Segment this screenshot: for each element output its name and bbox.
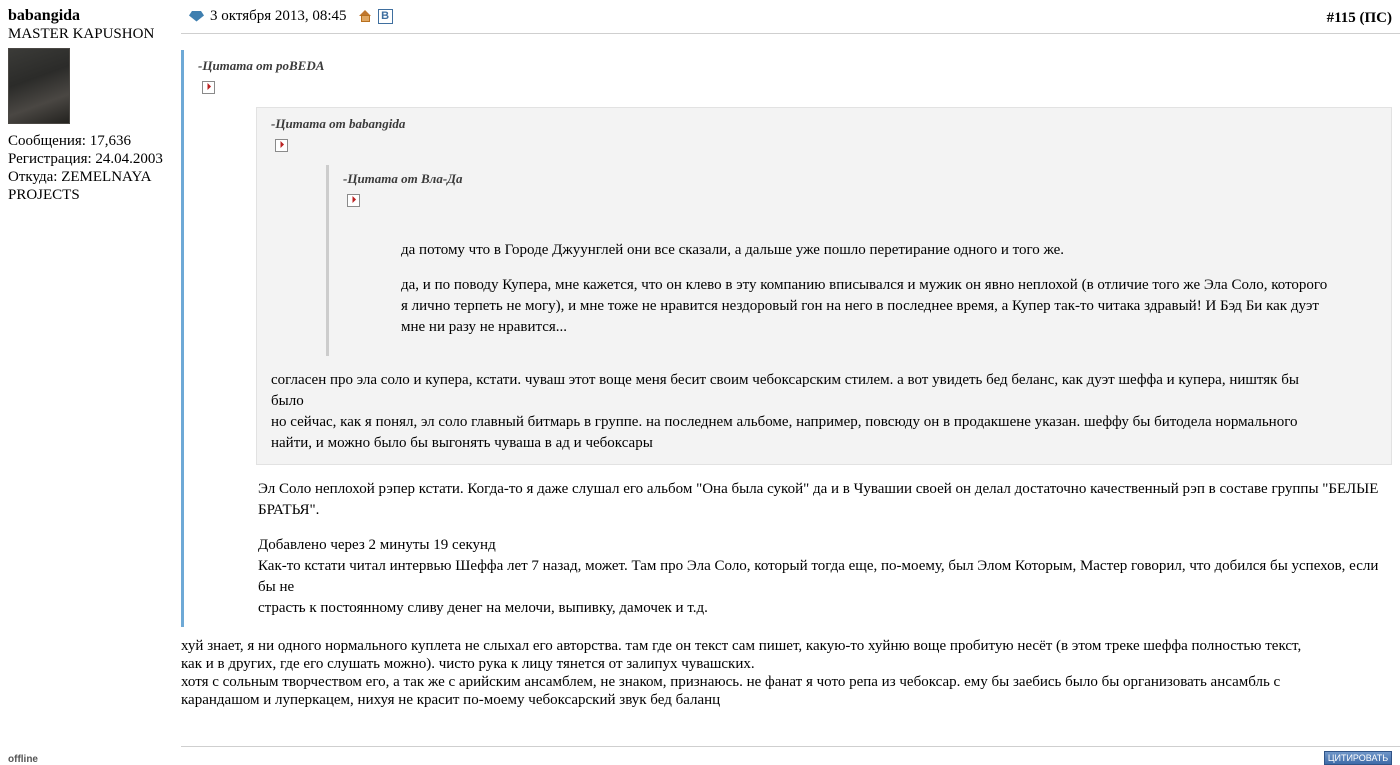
quote-level-2-line-3: но сейчас, как я понял, эл соло главный битмарь в группе. на последнем альбоме, например, повсюду он в продакшене указан. шеффу бы битодела нормального — [271, 414, 1298, 430]
quote-level-3-line-1: да потому что в Городе Джуунглей они все сказали, а дальше уже пошло перетирание одного и того же. — [401, 242, 1065, 258]
spacer — [271, 356, 1391, 370]
reply-line-3: хотя с сольным творчеством его, а так же с арийским ансамблем, не знаком, признаюсь. не фанат я чото репа из чебоксар. ему бы заебись было бы организовать ансамбль с — [181, 674, 1281, 690]
spacer — [198, 465, 1392, 479]
quote-level-2 — [256, 107, 1392, 465]
quote-level-3-line-2: да, и по поводу Купера, мне кажется, что он клево в эту компанию вписывался и мужик он явно неплохой (в отличие того же Эла Соло, которого — [401, 277, 1328, 293]
author-registration-date: Регистрация: 24.04.2003 — [8, 151, 163, 167]
quote-level-1-line-4: страсть к постоянному сливу денег на мелочи, выпивку, дамочек и т.д. — [258, 600, 708, 616]
quote-level-1-line-3: Как-то кстати читал интервью Шеффа лет 7 назад, может. Там про Эла Соло, который тогда еще, по-моему, был Элом Которым, Мастер говорил, что добился бы успехов, если бы не — [258, 558, 1379, 595]
post-header — [181, 0, 1400, 34]
broken-image-icon — [275, 139, 288, 152]
quote-level-1-line-2: БРАТЬЯ". — [258, 502, 320, 518]
broken-image-icon — [202, 81, 215, 94]
quote-level-2-line-1: согласен про эла соло и купера, кстати. чуваш этот воще меня бесит своим чебоксарским стилем. а вот увидеть бед беланс, как дуэт шеффа и купера, ништяк бы — [271, 372, 1299, 388]
quote-level-3-label: -Цитата от Вла-Да — [343, 171, 463, 186]
quote-button[interactable]: ЦИТИРОВАТЬ — [1324, 751, 1392, 765]
quote-level-1-line-1: Эл Соло неплохой рэпер кстати. Когда-то я даже слушал его альбом "Она была сукой" да и в Чувашии своей он делал достаточно качественный рэп в составе группы "БЕЛЫЕ — [258, 481, 1379, 497]
post-header-left — [189, 8, 393, 24]
quote-level-1-label: -Цитата от poBEDA — [198, 58, 325, 73]
quote-level-3 — [326, 165, 1391, 356]
post-content-column — [181, 0, 1400, 765]
quote-level-2-line-2: было — [271, 393, 304, 409]
avatar — [8, 48, 70, 124]
post-number-suffix: (ПС) — [1359, 10, 1392, 26]
post-number[interactable] — [1327, 10, 1392, 26]
post-number-value: #115 — [1326, 10, 1356, 26]
quote-level-3-line-4: мне ни разу не нравится... — [401, 319, 568, 335]
quote-level-2-label: -Цитата от babangida — [271, 116, 406, 131]
spacer — [343, 212, 1391, 240]
post-body — [181, 34, 1400, 709]
spacer — [343, 338, 1391, 352]
broken-image-icon — [347, 194, 360, 207]
home-icon[interactable] — [359, 10, 372, 22]
author-username[interactable]: babangida — [8, 7, 81, 24]
post-footer-divider — [181, 746, 1400, 747]
author-post-count: Сообщения: 17,636 — [8, 133, 131, 149]
post-reply-text — [181, 627, 1392, 709]
reply-line-1: хуй знает, я ни одного нормального куплета не слыхал его авторства. там где он текст сам пишет, какую-то хуйню воще пробитую несёт (в этом треке шеффа полностью текст, — [181, 638, 1302, 654]
author-location: Откуда: ZEMELNAYA PROJECTS — [8, 169, 151, 203]
vk-icon[interactable]: В — [378, 9, 393, 24]
reply-line-2: как и в других, где его слушать можно). чисто рука к лицу тянется от залипух чувашских. — [181, 656, 755, 672]
quote-level-3-line-3: я лично терпеть не могу), и мне тоже не нравится нездоровый гон на него в последнее время, а Купер так-то читака здравый! И Бэд Би как дуэт — [401, 298, 1319, 314]
quote-level-1-added-note: Добавлено через 2 минуты 19 секунд — [258, 537, 496, 553]
quote-level-2-line-4: найти, и можно было бы выгонять чуваша в ад и чебоксары — [271, 435, 653, 451]
spacer — [343, 261, 1391, 275]
post-date: 3 октября 2013, 08:45 — [210, 8, 347, 24]
gem-icon — [189, 11, 204, 22]
author-rank: MASTER KAPUSHON — [8, 26, 155, 42]
quote-level-1 — [181, 50, 1392, 627]
spacer — [198, 521, 1392, 535]
author-status: offline — [8, 754, 38, 765]
post-author-column — [0, 0, 181, 765]
reply-line-4: карандашом и луперкацем, нихуя не красит по-моему чебоксарский звук бед баланц — [181, 692, 721, 708]
